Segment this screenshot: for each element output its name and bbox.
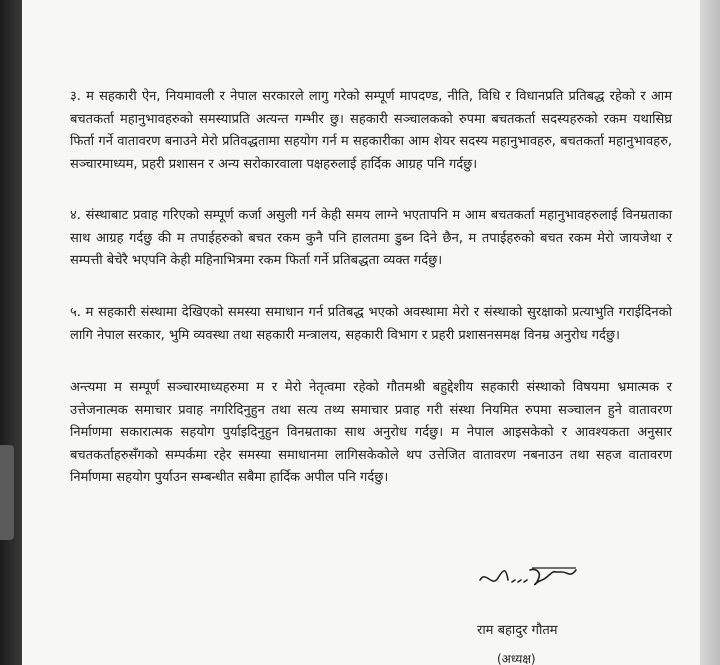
side-handle [0,445,14,540]
handwritten-signature [472,558,582,598]
left-screen-edge [0,0,22,665]
right-screen-edge [700,0,720,665]
signer-title: (अध्यक्ष) [497,652,536,665]
closing-paragraph: अन्त्यमा म सम्पूर्ण सञ्चारमाध्यहरुमा म र मेरो नेतृत्वमा रहेको गौतमश्री बहुद्देशीय सहकारी संस्थाको विषयमा भ्रमात्मक र उत्तेजनात्मक समाचार प्रवाह नगरिदिनुहुन तथा सत्य तथ्य समाचार प्रवाह गरी संस्था नियमित रुपमा सञ्चालन हुने वातावरण निर्माणमा सकारात्मक सहयोग पुर्याइदिनुहुन विनम्रताका साथ अनुरोध गर्दछु। म नेपाल आइसकेको र आवश्यकता अनुसार बचतकर्ताहरुसँगको सम्पर्कमा रहेर समस्या समाधानमा लागिसकेकोले थप उत्तेजित वातावरण नबनाउन तथा सहज वातावरण निर्माणमा सहयोग पुर्याउन सम्बन्धीत सबैमा हार्दिक अपील पनि गर्दछु। [70,380,672,485]
paragraph-5: ५. म सहकारी संस्थामा देखिएको समस्या समाधान गर्न प्रतिबद्ध भएको अवस्थामा मेरो र संस्थाको सुरक्षाको प्रत्याभुति गराईदिनको लागि नेपाल सरकार, भुमि व्यवस्था तथा सहकारी मन्त्रालय, सहकारी विभाग र प्रहरी प्रशासनसमक्ष विनम्र अनुरोध गर्दछु। [70,305,672,343]
paragraph-4: ४. संस्थाबाट प्रवाह गरिएको सम्पूर्ण कर्जा असुली गर्न केही समय लाग्ने भएतापनि म आम बचतकर्ता महानुभावहरुलाई विनम्रताका साथ आग्रह गर्दछु की म तपाईहरुको बचत रकम कुनै पनि हालतमा डुब्न दिने छैन, म तपाईहरुको बचत रकम मेरो जायजेथा र सम्पत्ती बेचेरै भएपनि केही महिनाभित्रमा रकम फिर्ता गर्ने प्रतिबद्धता व्यक्त गर्दछु। [70,208,672,268]
signer-name: राम बहादुर गौतम [477,623,558,638]
paragraph-3: ३. म सहकारी ऐन, नियमावली र नेपाल सरकारले लागु गरेको सम्पूर्ण मापदण्ड, नीति, विधि र विधानप्रति प्रतिबद्ध रहेको र आम बचतकर्ता महानुभावहरुको समस्याप्रति अत्यन्त गम्भीर छु। सहकारी सञ्चालकको रुपमा बचतकर्ता सदस्यहरुको रकम यथासिघ्र फिर्ता गर्ने वातावरण बनाउने मेरो प्रतिवद्धतामा सहयोग गर्न म सहकारीका आम शेयर सदस्य महानुभावहरु, बचतकर्ता महानुभावहरु, सञ्चारमाध्यम, प्रहरी प्रशासन र अन्य सरोकारवाला पक्षहरुलाई हार्दिक आग्रह पनि गर्दछु। [70,89,672,172]
letter-page [22,0,700,665]
